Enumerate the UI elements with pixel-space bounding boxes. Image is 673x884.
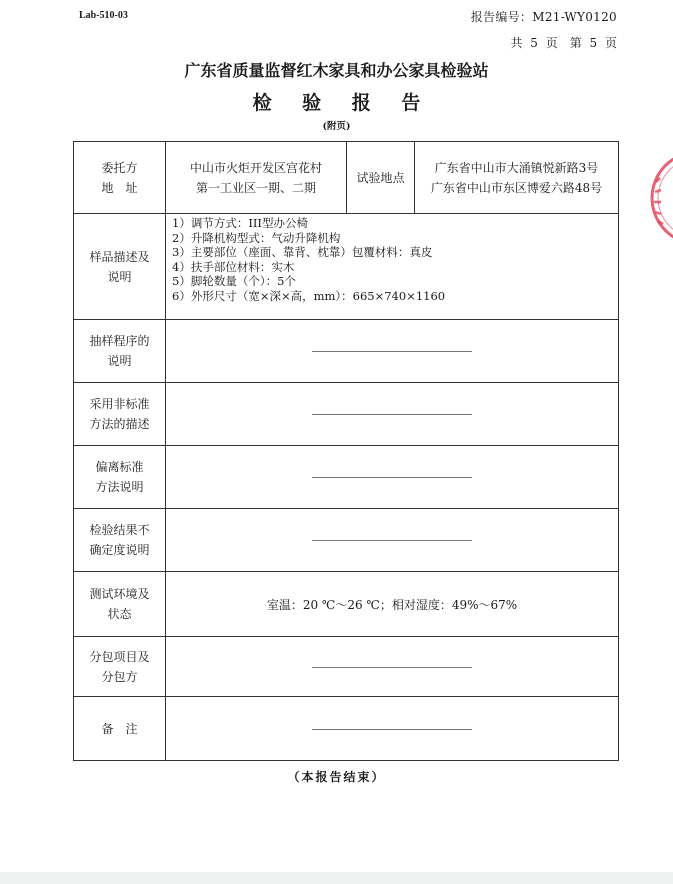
client-address [166,142,347,214]
remarks-label: 备 注 [74,697,166,761]
client-label-line1: 委托方 [101,160,138,175]
environment-label [74,572,166,637]
row-subcontract [74,637,619,697]
sample-item: 2）升降机构型式：气动升降机构 [172,230,341,245]
report-title: 检 验 报 告 [252,92,433,114]
sample-items [166,214,619,320]
deviation-label [74,446,166,509]
row-uncertainty [74,509,619,572]
environment-value: 室温：20 ℃～26 ℃；相对湿度：49%～67% [166,572,619,637]
sample-label-line1: 样品描述及 [89,249,150,264]
client-label-line2: 地 址 [101,180,138,195]
sample-item: 1）调节方式：III型办公椅 [172,216,308,230]
environment-label-line2: 状态 [107,607,132,621]
remarks-value [166,697,619,761]
subcontract-value [166,637,619,697]
appendix-label: (附页) [322,121,351,132]
nonstandard-value [166,383,619,446]
subcontract-label-line1: 分包项目及 [89,649,150,664]
uncertainty-label-line2: 确定度说明 [89,543,150,557]
deviation-label-line1: 偏离标准 [95,460,144,474]
row-sample [74,214,619,320]
test-location-label: 试验地点 [347,142,415,214]
sampling-label-line1: 抽样程序的 [89,334,150,348]
sample-item: 3）主要部位（座面、靠背、枕靠）包覆材料：真皮 [172,245,433,260]
test-location [415,142,619,214]
client-address-line2: 第一工业区一期、二期 [195,180,316,195]
row-nonstandard [74,383,619,446]
client-label [74,142,166,214]
lab-code: Lab-510-03 [79,10,128,21]
sample-label-line2: 说明 [107,269,132,284]
sample-item: 6）外形尺寸（宽×深×高，mm）：665×740×1160 [172,288,446,303]
uncertainty-label-line1: 检验结果不 [89,523,150,537]
scan-edge [0,872,673,884]
sampling-label [74,320,166,383]
row-sampling [74,320,619,383]
sampling-value [166,320,619,383]
row-remarks [74,697,619,761]
deviation-value [166,446,619,509]
empty-dash [312,540,472,541]
empty-dash [312,729,472,730]
sampling-label-line2: 说明 [107,354,132,368]
row-client [74,142,619,214]
official-seal-icon [640,148,673,248]
page-info: 共 5 页 第 5 页 [510,36,617,50]
report-table [73,141,619,761]
uncertainty-label [74,509,166,572]
test-location-line2: 广东省中山市东区博爱六路48号 [430,180,603,195]
empty-dash [312,667,472,668]
empty-dash [312,351,472,352]
client-address-line1: 中山市火炬开发区宫花村 [189,160,322,175]
test-location-line1: 广东省中山市大涌镇悦新路3号 [434,160,599,175]
environment-label-line1: 测试环境及 [89,587,150,601]
uncertainty-value [166,509,619,572]
empty-dash [312,414,472,415]
empty-dash [312,477,472,478]
nonstandard-label-line1: 采用非标准 [89,397,150,411]
station-name: 广东省质量监督红木家具和办公家具检验站 [184,61,489,80]
report-number: 报告编号：M21-WY0120 [470,10,617,24]
row-deviation [74,446,619,509]
end-note: （本报告结束） [287,770,386,784]
sample-item: 4）扶手部位材料：实木 [172,259,295,274]
deviation-label-line2: 方法说明 [95,480,144,494]
sample-item: 5）脚轮数量（个）：5个 [172,274,296,289]
subcontract-label-line2: 分包方 [101,669,138,684]
nonstandard-label-line2: 方法的描述 [89,417,150,431]
sample-label [74,214,166,320]
nonstandard-label [74,383,166,446]
subcontract-label [74,637,166,697]
row-environment [74,572,619,637]
